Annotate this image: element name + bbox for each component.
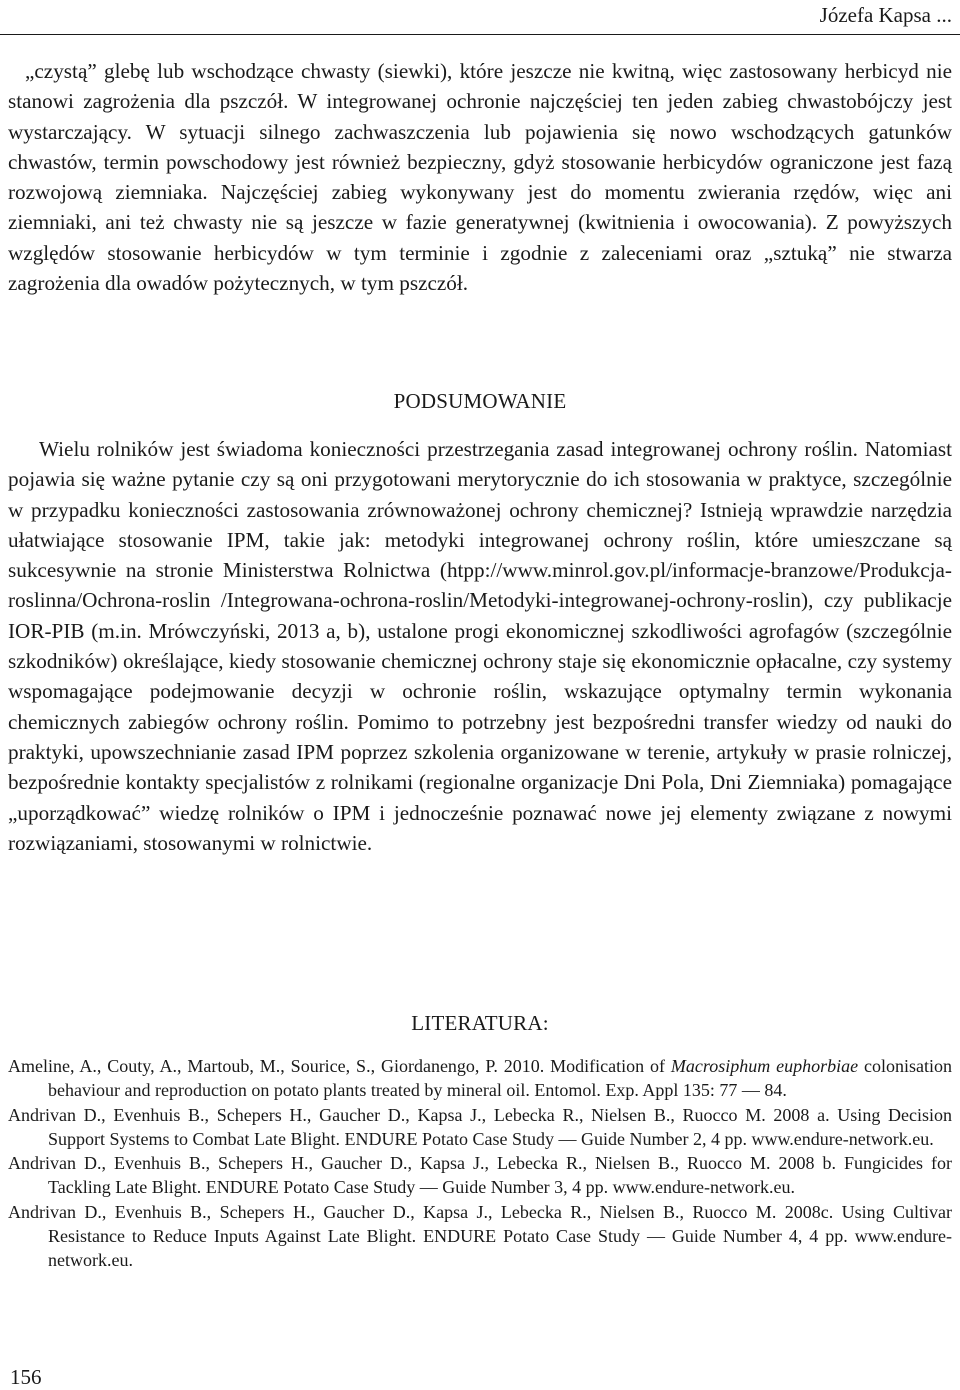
- reference-text: Andrivan D., Evenhuis B., Schepers H., Gaucher D., Kapsa J., Lebecka R., Nielsen B., Ruocco M. 2008 a. Using Decision Support Systems to Combat Late Blight. ENDURE Potato Case Study — Guide Number 2, 4 pp. www.endure-network.eu.: [8, 1104, 952, 1149]
- body-paragraph-1: [8, 56, 952, 298]
- reference-text: Andrivan D., Evenhuis B., Schepers H., Gaucher D., Kapsa J., Lebecka R., Nielsen B., Ruocco M. 2008c. Using Cultivar Resistance to Reduce Inputs Against Late Blight. ENDURE Potato Case Study — Guide Number 4, 4 pp. www.endure-network.eu.: [8, 1201, 952, 1271]
- reference-item: [8, 1200, 952, 1273]
- reference-list: [8, 1054, 952, 1273]
- reference-text-continued: colonisation behaviour and reproduction on potato plants treated by mineral oil. Entomol. Exp. Appl 135: 77 — 84.: [48, 1056, 952, 1101]
- header-rule: [0, 34, 960, 35]
- section-heading-summary: PODSUMOWANIE: [393, 389, 567, 413]
- reference-text: Ameline, A., Couty, A., Martoub, M., Sourice, S., Giordanengo, P. 2010. Modification of: [8, 1056, 671, 1076]
- paragraph-text: Wielu rolników jest świadoma konieczności przestrzegania zasad integrowanej ochrony roślin. Natomiast pojawia się ważne pytanie czy są oni przygotowani merytorycznie do ich stosowania w praktyce, szczególnie w przypadku konieczności zastosowania zrównoważonej ochrony chemicznej? Istnieją wprawdzie narzędzia ułatwiające stosowanie IPM, takie jak: metodyki integrowanej ochrony roślin, które umieszczane są sukcesywnie na stronie Ministerstwa Rolnictwa (htpp://www.minrol.gov.pl/informacje-branzowe/Produkcja-roslinna/Ochrona-roslin /Integrowana-ochrona-roslin/Metodyki-integrowanej-ochrony-roslin), czy publikacje IOR-PIB (m.in. Mrówczyński, 2013 a, b), ustalone progi ekonomicznej szkodliwości agrofagów (szczególnie szkodników) określające, kiedy stosowanie chemicznej ochrony staje się ekonomicznie opłacalne, czy systemy wspomagające podejmowanie decyzji w ochronie roślin, wskazujące optymalny termin wykonania chemicznych zabiegów ochrony roślin. Pomimo to potrzebny jest bezpośredni transfer wiedzy od nauki do praktyki, upowszechnianie zasad IPM poprzez szkolenia organizowane w terenie, artykuły w prasie rolniczej, bezpośrednie kontakty specjalistów z rolnikami (regionalne organizacje Dni Pola, Dni Ziemniaka) pomagające „uporządkować” wiedzę rolników o IPM i jednocześnie poznawać nowe jej elementy związane z nowymi rozwiązaniami, stosowanymi w rolnictwie.: [8, 437, 952, 855]
- running-header: Józefa Kapsa ...: [819, 3, 952, 27]
- body-paragraph-2: [8, 434, 952, 858]
- page-number: 156: [10, 1365, 42, 1389]
- reference-text: Andrivan D., Evenhuis B., Schepers H., Gaucher D., Kapsa J., Lebecka R., Nielsen B., Ruocco M. 2008 b. Fungicides for Tackling Late Blight. ENDURE Potato Case Study — Guide Number 3, 4 pp. www.endure-network.eu.: [8, 1153, 952, 1198]
- reference-species-name: Macrosiphum euphorbiae: [670, 1056, 859, 1076]
- section-heading-literature: LITERATURA:: [411, 1011, 549, 1035]
- paragraph-text: „czystą” glebę lub wschodzące chwasty (siewki), które jeszcze nie kwitną, więc zastosowany herbicyd nie stanowi zagrożenia dla pszczół. W integrowanej ochronie najczęściej ten jeden zabieg chwastobójczy jest wystarczający. W sytuacji silnego zachwaszczenia lub pojawienia się nowo wschodzących gatunków chwastów, termin powschodowy jest również bezpieczny, gdyż stosowanie herbicydów ograniczone jest fazą rozwojową ziemniaka. Najczęściej zabieg wykonywany jest do momentu zwierania rzędów, więc ani ziemniaki, ani też chwasty nie są jeszcze w fazie generatywnej (kwitnienia i owocowania). Z powyższych względów stosowanie herbicydów w tym terminie i zgodnie z zaleceniami oraz „sztuką” nie stwarza zagrożenia dla owadów pożytecznych, w tym pszczół.: [8, 59, 952, 296]
- reference-item: [8, 1151, 952, 1200]
- reference-item: [8, 1054, 952, 1103]
- reference-item: [8, 1103, 952, 1152]
